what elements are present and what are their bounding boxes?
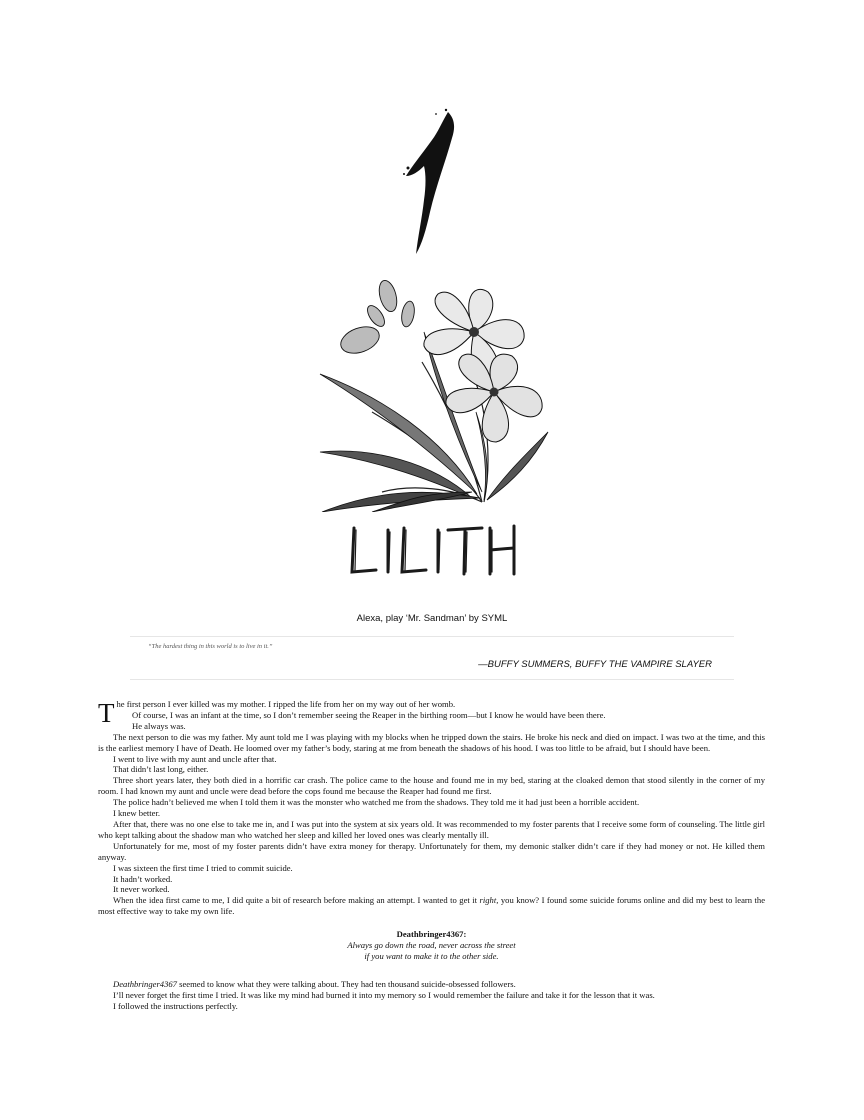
paragraph: The police hadn’t believed me when I told them it was the monster who watched me from the shadows. They told me it had just been a horrible accident. bbox=[113, 797, 640, 808]
paragraph: I went to live with my aunt and uncle after that. bbox=[113, 753, 277, 764]
epigraph-source: —BUFFY SUMMERS, BUFFY THE VAMPIRE SLAYER bbox=[478, 659, 712, 670]
chapter-body bbox=[98, 699, 765, 1012]
paragraph: Unfortunately for me, most of my foster parents didn’t have extra money for therapy. Unfortunately for them, my demonic stalker didn’t care if they had money or not. He killed them anyway. bbox=[98, 840, 765, 862]
forum-post-line: Always go down the road, never across the street bbox=[347, 940, 516, 951]
drop-cap: T bbox=[98, 698, 115, 728]
paragraph: It hadn’t worked. bbox=[113, 873, 173, 884]
chapter-number-art bbox=[396, 108, 466, 258]
paragraph: The next person to die was my father. My aunt told me I was playing with my blocks when he tripped down the stairs. He broke his neck and died on impact. I was two at the time, and this is the earliest memory I have of Death. He loomed over my father’s body, staring at me from beneath the shadows of his hood. I was too little to be afraid, but I should have been. bbox=[98, 731, 765, 753]
paragraph: The first person I ever killed was my mother. I ripped the life from her on my way out of her womb. bbox=[98, 698, 456, 728]
paragraph: I’ll never forget the first time I tried. It was like my mind had burned it into my memory so I would remember the failure and take it for the lesson that it was. bbox=[113, 989, 655, 1000]
song-suggestion: Alexa, play ‘Mr. Sandman’ by SYML bbox=[356, 613, 508, 624]
paragraph: I was sixteen the first time I tried to commit suicide. bbox=[113, 862, 293, 873]
paragraph: Three short years later, they both died in a horrific car crash. The police came to the house and found me in my bed, staring at the cloaked demon that stood silently in the corner of my room. I had known my aunt and uncle were dead before the cops found me because the Reaper had found me first. bbox=[98, 775, 765, 797]
paragraph: He always was. bbox=[132, 720, 186, 731]
epigraph-quote: “The hardest thing in this world is to live in it.” bbox=[148, 643, 273, 650]
forum-post bbox=[98, 929, 765, 962]
paragraph: Deathbringer4367 seemed to know what they were talking about. They had ten thousand suicide-obsessed followers. bbox=[113, 978, 516, 989]
forum-post-line: if you want to make it to the other side. bbox=[364, 950, 499, 961]
paragraph: After that, there was no one else to take me in, and I was put into the system at six years old. It was recommended to my foster parents that I receive some form of counseling. The little girl who kept talking about the shadow man who watched her sleep and killed her loved ones was clearly mentally ill. bbox=[98, 818, 765, 840]
paragraph: When the idea first came to me, I did quite a bit of research before making an attempt. I wanted to get it right, you know? I found some suicide forums online and did my best to learn the most effective way to take my own life. bbox=[98, 895, 766, 917]
flower-illustration bbox=[312, 262, 556, 512]
paragraph: I followed the instructions perfectly. bbox=[113, 1000, 238, 1011]
chapter-title-lettering bbox=[344, 522, 520, 578]
epigraph-bottom-rule bbox=[130, 679, 734, 680]
paragraph: It never worked. bbox=[113, 884, 170, 895]
paragraph: That didn’t last long, either. bbox=[113, 764, 209, 775]
epigraph-top-rule bbox=[130, 636, 734, 637]
forum-post-handle: Deathbringer4367: bbox=[396, 929, 467, 940]
paragraph: I knew better. bbox=[113, 808, 161, 819]
paragraph: Of course, I was an infant at the time, so I don’t remember seeing the Reaper in the birthing room—but I know he would have been there. bbox=[132, 709, 606, 720]
